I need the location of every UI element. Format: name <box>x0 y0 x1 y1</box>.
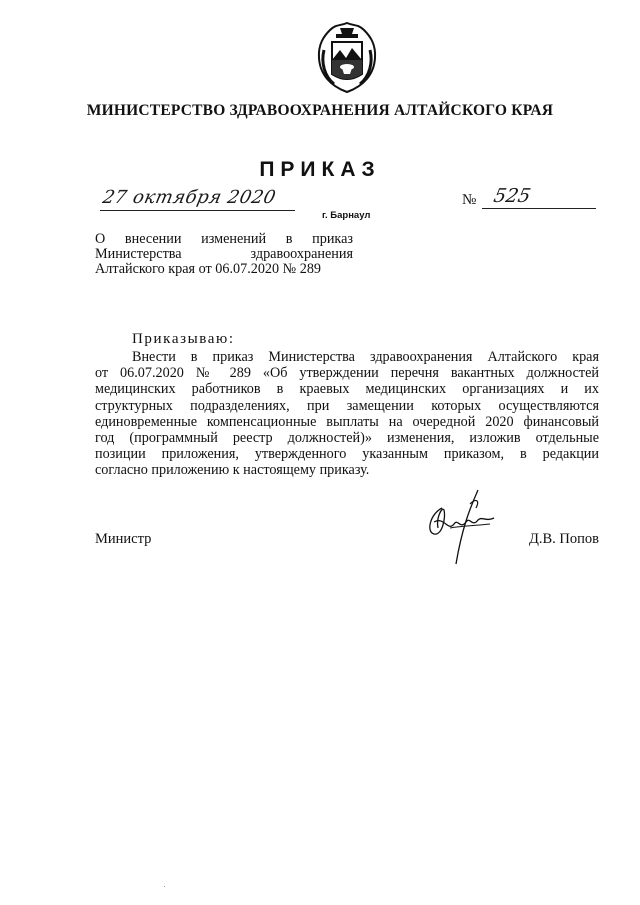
body-line: от 06.07.2020 № 289 «Об утверждении перечня вакантных должностей <box>95 365 599 382</box>
handwritten-number: 525 <box>491 185 533 207</box>
order-body <box>95 349 599 479</box>
body-line: медицинских работников в краевых медицинских организациях и их <box>95 381 599 398</box>
body-line: структурных подразделениях, при замещении которых осуществляются <box>95 397 599 414</box>
signer-name: Д.В. Попов <box>528 531 599 547</box>
signature-icon <box>420 488 500 568</box>
signer-position: Министр <box>95 531 152 547</box>
scan-speck <box>164 886 165 887</box>
ministry-name: МИНИСТЕРСТВО ЗДРАВООХРАНЕНИЯ АЛТАЙСКОГО КРАЯ <box>86 102 554 119</box>
subject-line: Алтайского края от 06.07.2020 № 289 <box>95 261 322 277</box>
city: г. Барнаул <box>322 210 371 221</box>
subject-line: Министерства здравоохранения <box>95 246 353 262</box>
number-label: № <box>462 192 477 208</box>
number-underline <box>482 208 596 209</box>
body-line: единовременные компенсационные выплаты на очередной 2020 финансовый <box>95 413 599 430</box>
order-subject <box>95 232 353 277</box>
body-line: позиции приложения, утвержденного указанным приказом, в редакции <box>95 446 599 463</box>
handwritten-date: 27 октября 2020 <box>100 187 278 208</box>
document-title: ПРИКАЗ <box>259 158 381 181</box>
body-line: год (программный реестр должностей)» изменения, изложив отдельные <box>95 430 599 447</box>
body-line: Внести в приказ Министерства здравоохранения Алтайского края <box>132 349 599 365</box>
subject-line: О внесении изменений в приказ <box>95 231 353 247</box>
coat-of-arms-icon <box>314 20 380 96</box>
decree-word: Приказываю: <box>132 331 235 347</box>
body-line: согласно приложению к настоящему приказу. <box>95 462 370 479</box>
date-underline <box>100 210 295 211</box>
